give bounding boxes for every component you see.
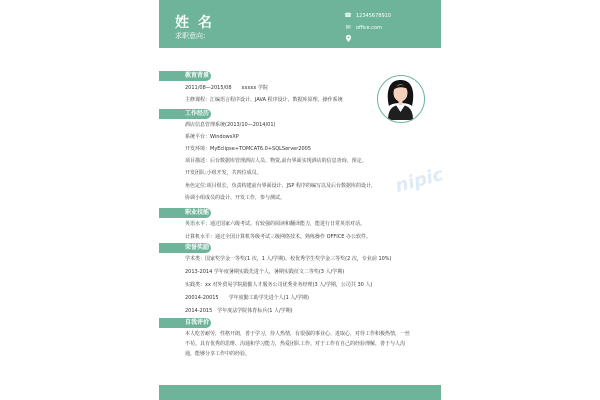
work-line: 系统平台：WindowsXP (185, 134, 239, 140)
contact-email (344, 24, 382, 31)
education-line: 主修课程：汇编语言程序设计、JAVA 程序设计、数据库原理、操作系统 (185, 97, 343, 103)
awards-line: 2014-2015 学年度法学院体育标兵(1 人/学期) (185, 308, 293, 314)
email-icon: ✉ (345, 24, 351, 31)
self-line: 不苟。具有优秀的思维、沟通和学习能力，热爱团队工作。对于工作有自己的经验理解，善于与人沟 (185, 341, 406, 347)
phone-text: 12345678910 (356, 13, 391, 19)
section-awards-header: 荣誉奖励 (159, 243, 211, 253)
email-text: office.com (356, 25, 382, 31)
resume-header (159, 0, 441, 48)
work-line: 项目描述：后台数据库管理酒店人员、物资,前台界面实现酒店的信息查询、预定。 (185, 158, 367, 164)
awards-line: 2013-2014 学年度暑期实践先进个人，暑期实践征文二等奖(3 人/学期) (185, 269, 345, 275)
awards-line: 20014-20015 学年度勤工助学先进个人(1 人/学期) (185, 295, 309, 301)
footer-bar (159, 385, 441, 400)
section-skills-header: 职业技能 (159, 208, 211, 218)
self-line: 本人吃苦耐劳，性格开朗，善于学习，待人热情，有很强的事业心、进取心，对待工作积极热情，一丝 (185, 331, 411, 337)
work-line: 开发环境：MyEclipse+TOMCAT6.0+SQLServer2005 (185, 146, 312, 152)
awards-line: 学术类：国家奖学金一等奖(1 次，1 人/学期)、校优秀学生奖学金三等奖(2 次，专业前 10%) (185, 256, 392, 262)
work-line: 开发团队:小组开发，共四位成员。 (185, 170, 262, 176)
resume-name: 姓 名 (175, 15, 214, 31)
contact-location (344, 35, 356, 44)
work-line: 协调小组成员的设计、开发工作，参与测试。 (185, 195, 286, 201)
resume-page (159, 0, 446, 400)
education-line: 2011/08—2015/08 xxxxx 学院 (185, 85, 268, 91)
skills-line: 英语水平：通过国家六级考试。有较强的阅读和翻译能力，能进行日常英语对话。 (185, 221, 366, 227)
phone-icon: ☎ (344, 12, 352, 19)
work-line: 角色定位:项目组长，负责构建前台界面设计、JSP 程序的编写以及后台数据库的设计， (185, 183, 376, 189)
awards-line: 实践类：xx 对外贸易学院励勤人才服务公司优秀业务经理(3 人/学期，公司共 30 人) (185, 282, 373, 288)
job-intent: 求职意向: (175, 32, 206, 40)
work-line: 酒店信息管理系统(2013/10—2014/01) (185, 122, 276, 128)
section-self-header: 自我评价 (159, 318, 211, 328)
female-avatar-icon (377, 75, 425, 123)
skills-line: 计算机水平：通过全国计算机等级考试三级网络技术。熟练操作 OFFICE 办公软件。 (185, 234, 371, 240)
self-line: 通，能够分享工作中的经验。 (185, 351, 251, 357)
section-education-header: 教育背景 (159, 71, 211, 81)
location-icon (344, 35, 352, 44)
contact-phone (344, 12, 391, 19)
section-work-header: 工作经历 (159, 109, 211, 119)
watermark-logo: nipic (393, 164, 446, 197)
